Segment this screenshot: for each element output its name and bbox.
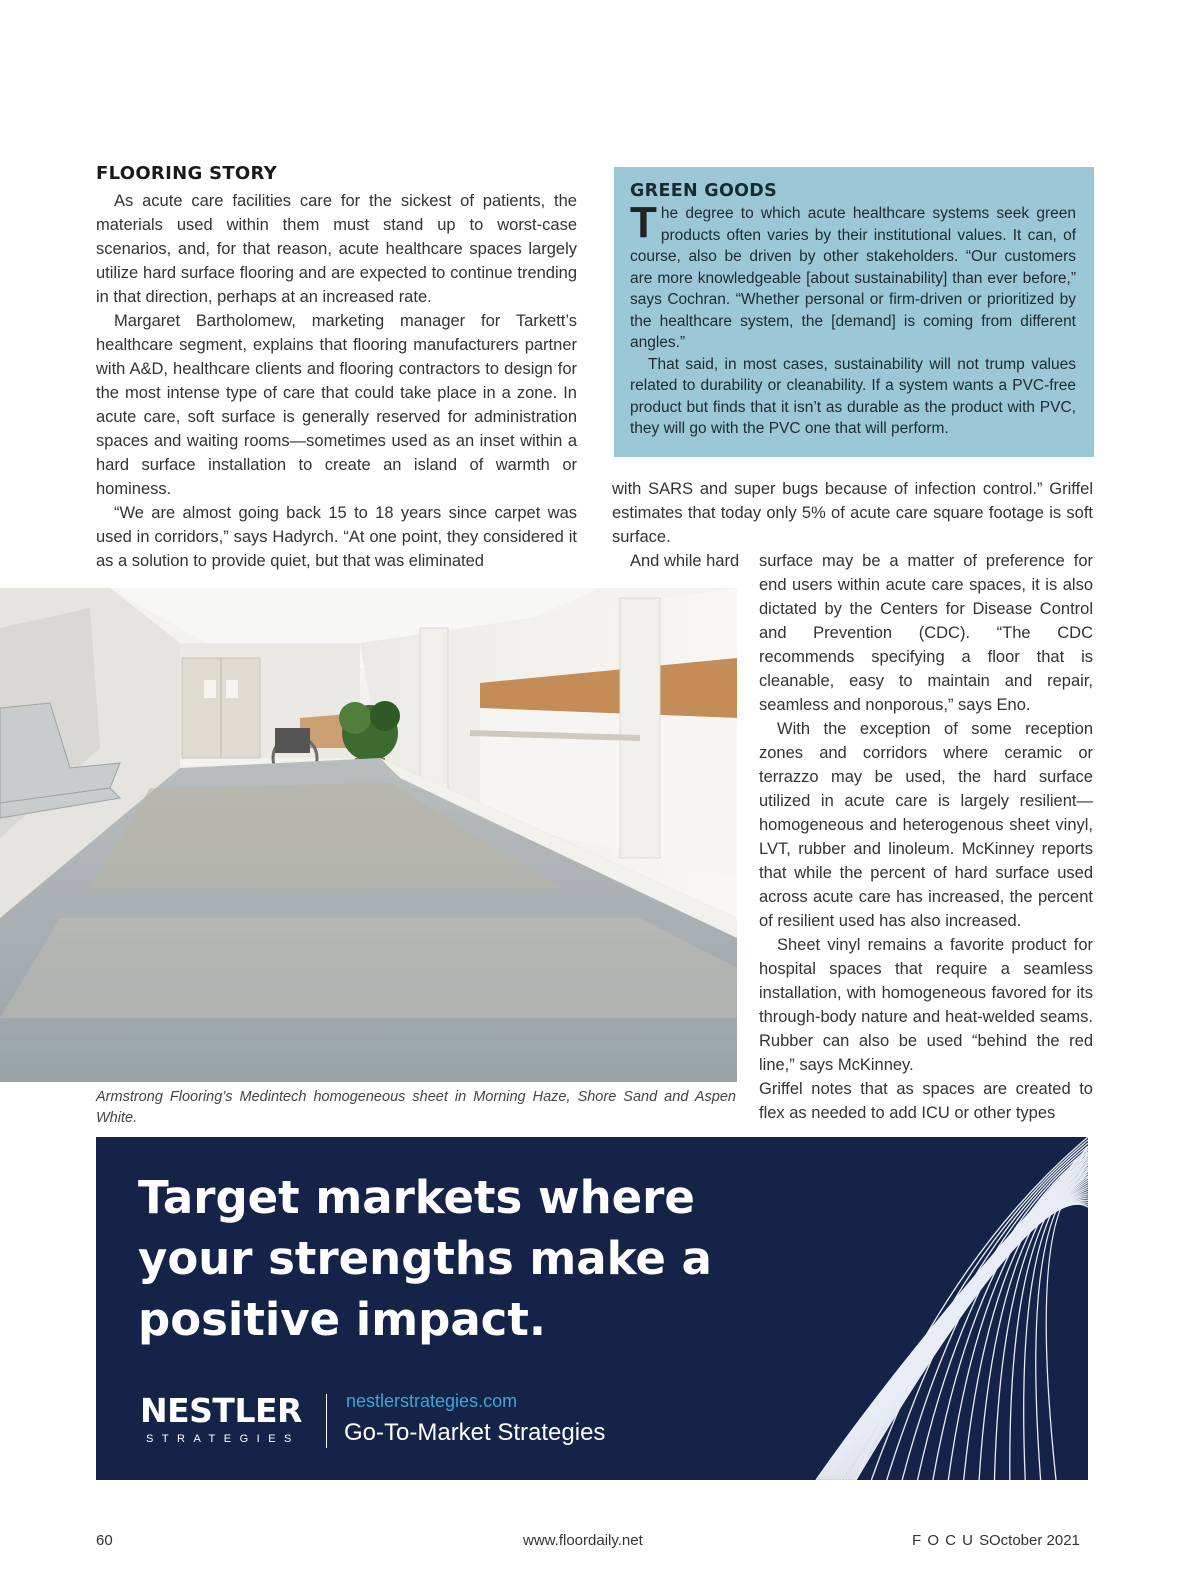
sidebar-paragraph: That said, in most cases, sustainability will not trump values related to durability or cleanability. If a system wants a PVC-free product but finds that it isn’t as durable as the product with PVC, they will go with the PVC one that will perform. [630,355,1076,437]
sidebar-paragraph: he degree to which acute healthcare systems seek green products often varies by their institutional values. It can, of course, also be driven by other stakeholders. “Our customers are more knowledgeable [about sustainability] than ever before,” says Cochran. “Whether personal or firm-driven or prioritized by the healthcare system, the [demand] is coming from different angles.” [630,205,1076,351]
ad-url-link[interactable]: nestlerstrategies.com [346,1391,518,1411]
paragraph: surface may be a matter of preference for end users within acute care spaces, it is also dictated by the Centers for Disease Control and Prevention (CDC). “The CDC recommends specifying a floor that is cleanable, easy to maintain and repair, seamless and nonporous,” says Eno. [759,552,1093,714]
lead-in-text: And while hard [630,552,740,570]
ad-headline [138,1167,758,1350]
paragraph: As acute care facilities care for the sickest of patients, the materials used within them must stand up to worst-case scenarios, and, for that reason, acute healthcare spaces largely utilize hard surface flooring and are expected to continue trending in that direction, perhaps at an increased rate. [96,192,577,306]
ad-tagline: Go-To-Market Strategies [344,1419,606,1446]
issue-date: October 2021 [989,1532,1080,1549]
sidebar-text [630,198,1076,440]
nestler-logo-sub: STRATEGIES [146,1433,300,1445]
advertisement [96,1137,1088,1480]
sidebar-heading: GREEN GOODS [630,181,778,201]
wave-lines-graphic [796,1137,1088,1480]
website-url[interactable]: www.floordaily.net [523,1532,643,1549]
left-column [96,189,577,573]
right-column-upper [612,477,1093,549]
paragraph: With the exception of some reception zones and corridors where ceramic or terrazzo may be used, the hard surface utilized in acute care is largely resilient—homogeneous and heterogenous sheet vinyl, LVT, rubber and linoleum. McKinney reports that while the percent of hard surface used across acute care has increased, the percent of resilient used has also increased. [759,720,1093,930]
paragraph: Sheet vinyl remains a favorite product for hospital spaces that require a seamless installation, with homogeneous favored for its through-body nature and heat-welded seams. Rubber can also be used “behind the red line,” says McKinney. [759,936,1093,1074]
publication-name: F O C U S [912,1532,991,1549]
ad-headline-line: Target markets where [138,1171,695,1224]
photo-caption: Armstrong Flooring’s Medintech homogeneous sheet in Morning Haze, Shore Sand and Aspen White. [96,1089,736,1126]
dropcap: T [630,198,657,247]
hospital-corridor-photo [0,588,737,1082]
right-column-lower [759,549,1093,1125]
paragraph: Griffel notes that as spaces are created to flex as needed to add ICU or other types [759,1080,1093,1122]
ad-headline-line: your strengths make a [138,1232,712,1285]
ad-divider [326,1394,327,1448]
nestler-logo: NESTLER [140,1391,302,1430]
paragraph: with SARS and super bugs because of infection control.” Griffel estimates that today only 5% of acute care square footage is soft surface. [612,480,1093,546]
paragraph: “We are almost going back 15 to 18 years since carpet was used in corridors,” says Hadyrch. “At one point, they considered it as a solution to provide quiet, but that was eliminated [96,504,577,570]
sidebar-box [614,167,1094,457]
section-heading: FLOORING STORY [96,163,278,184]
ad-headline-line: positive impact. [138,1293,546,1346]
paragraph: Margaret Bartholomew, marketing manager for Tarkett’s healthcare segment, explains that flooring manufacturers partner with A&D, healthcare clients and flooring contractors to design for the most intense type of care that could take place in a zone. In acute care, soft surface is generally reserved for administration spaces and waiting rooms—sometimes used as an inset within a hard surface installation to create an island of warmth or hominess. [96,312,577,498]
page-number: 60 [96,1532,113,1549]
